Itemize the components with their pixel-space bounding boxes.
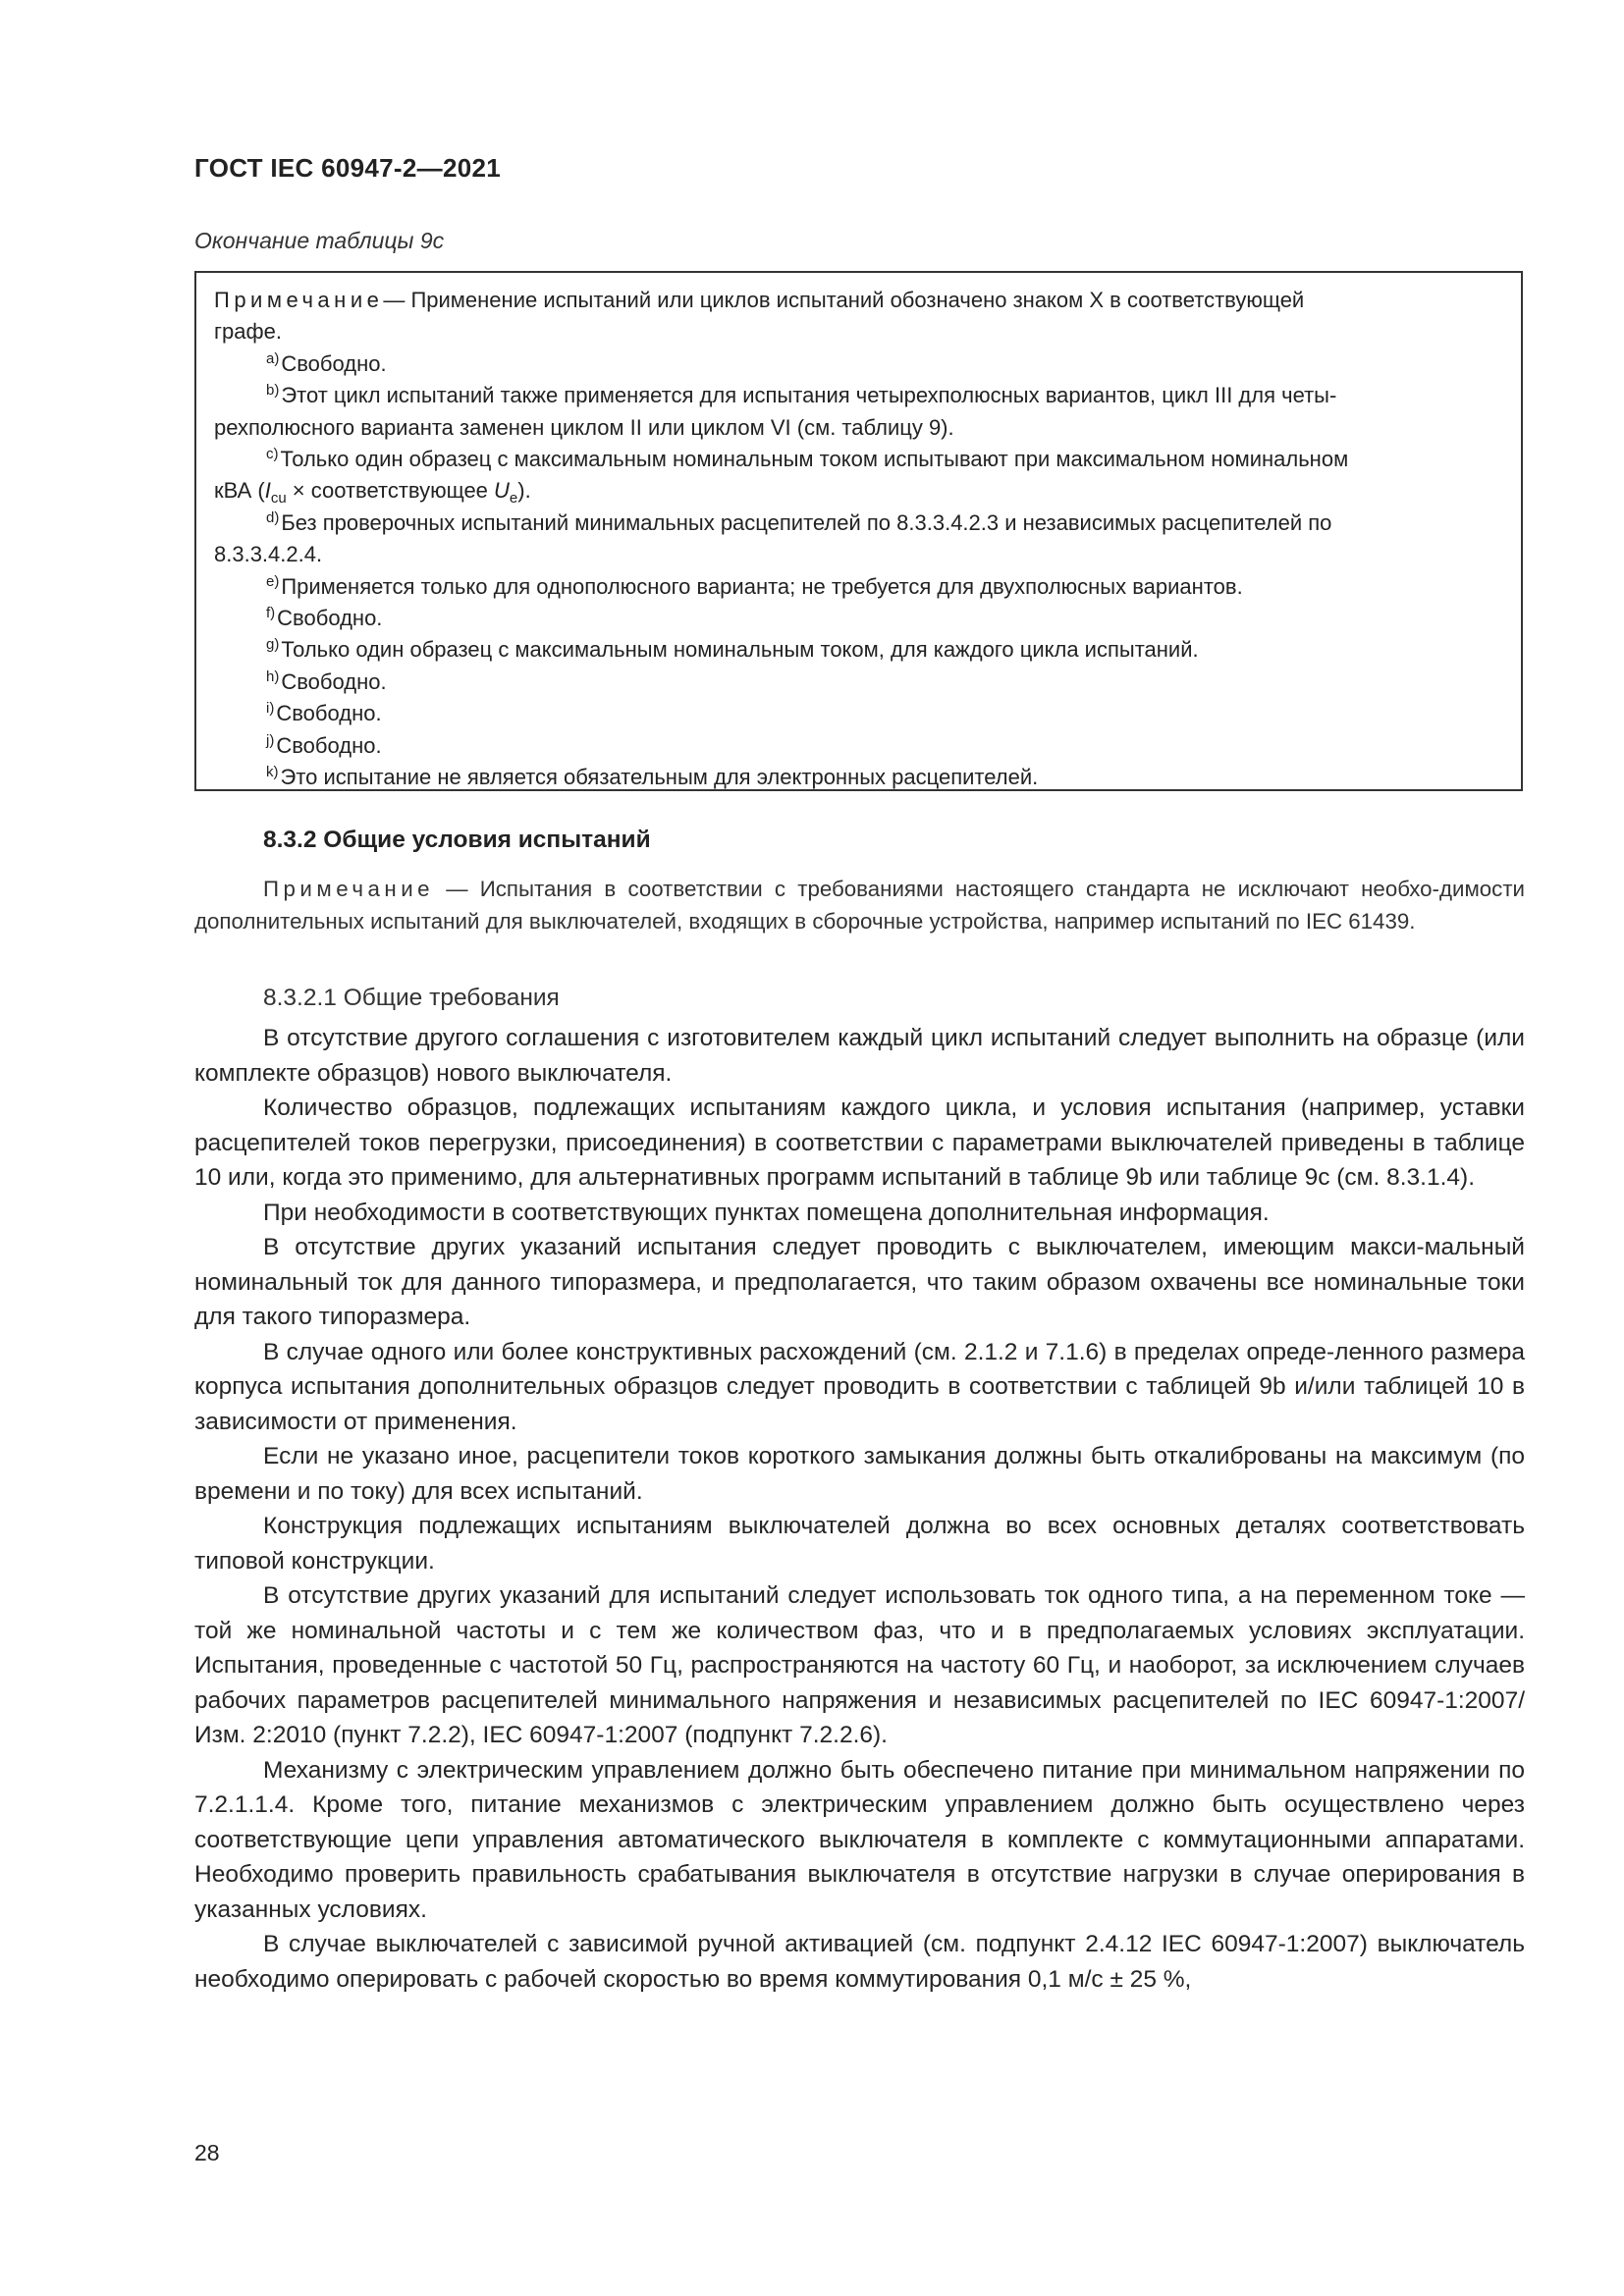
footnote-b-continuation: рехполюсного варианта заменен циклом II или циклом VI (см. таблицу 9). bbox=[214, 414, 954, 440]
paragraph: В случае выключателей с зависимой ручной активацией (см. подпункт 2.4.12 IEC 60947-1:2007) выключатель необходимо оперировать с рабочей скоростью во время коммутирования 0,1 м/с ± 25 %, bbox=[194, 1931, 1525, 1993]
variable-i: I bbox=[264, 478, 271, 504]
paragraph: Конструкция подлежащих испытаниям выключателей должна во всех основных деталях соответствовать типовой конструкции. bbox=[194, 1513, 1525, 1575]
footnote-g: $^{g)}$Только один образец с максимальным номинальным током, для каждого цикла испытаний. bbox=[266, 636, 1199, 663]
footnote-mark: g) bbox=[266, 636, 280, 654]
paragraph: В отсутствие других указаний для испытаний следует использовать ток одного типа, а на переменном токе — той же номинальной частоты и с тем же количеством фаз, что и в предполагаемых условиях эксплуатации. Испытания, проведенные с частотой 50 Гц, распространяются на частоту 60 Гц, и наоборот, за исключением случаев рабочих параметров расцепителей минимального напряжения и независимых расцепителей по IEC 60947-1:2007/Изм. 2:2010 (пункт 7.2.2), IEC 60947-1:2007 (подпункт 7.2.2.6). bbox=[194, 1582, 1525, 1748]
footnote-mark: h) bbox=[266, 667, 280, 685]
paragraph: Если не указано иное, расцепители токов короткого замыкания должны быть откалиброваны на максимум (по времени и по току) для всех испытаний. bbox=[194, 1443, 1525, 1505]
paragraph: При необходимости в соответствующих пунктах помещена дополнительная информация. bbox=[263, 1199, 1270, 1226]
section-heading: 8.3.2 Общие условия испытаний bbox=[263, 827, 651, 853]
section-note-text: — Испытания в соответствии с требованиями настоящего стандарта не исключают необхо-димости дополнительных испытаний для выключателей, входящих в сборочные устройства, например испытаний по IEC 61439. bbox=[194, 877, 1525, 934]
paragraph: В отсутствие другого соглашения с изготовителем каждый цикл испытаний следует выполнить на образце (или комплекте образцов) нового выключателя. bbox=[194, 1025, 1525, 1087]
footnote-f: $^{f)}$Свободно. bbox=[266, 605, 383, 631]
paragraph: В отсутствие других указаний испытания следует проводить с выключателем, имеющим макси-мальный номинальный ток для данного типоразмера, и предполагается, что таким образом охвачены все номинальные токи для такого типоразмера. bbox=[194, 1234, 1525, 1330]
body-text bbox=[194, 1021, 1525, 1997]
footnote-j: $^{j)}$Свободно. bbox=[266, 731, 382, 758]
footnote-i: $^{i)}$Свободно. bbox=[266, 700, 382, 726]
footnote-mark: b) bbox=[266, 382, 280, 400]
document-code-header: ГОСТ IEC 60947-2—2021 bbox=[194, 153, 501, 183]
paragraph: В случае одного или более конструктивных расхождений (см. 2.1.2 и 7.1.6) в пределах опреде-ленного размера корпуса испытания дополнительных образцов следует проводить в соответствии с таблицей 9b и/или таблицей 10 в зависимости от применения. bbox=[194, 1338, 1525, 1435]
footnote-mark: d) bbox=[266, 508, 280, 526]
section-note-title: Примечание bbox=[263, 877, 435, 901]
footnote-mark: c) bbox=[266, 446, 279, 463]
note-intro-text: — Применение испытаний или циклов испытаний обозначено знаком Х в соответствующей bbox=[383, 288, 1305, 312]
footnote-a: $^{a)}$Свободно. bbox=[266, 349, 387, 376]
note-title: Примечание bbox=[214, 288, 384, 312]
footnote-c-continuation: кВА ($I_{cu}$ × соответствующее $U_e$). bbox=[214, 478, 531, 507]
footnote-b: $^{b)}$Этот цикл испытаний также применяется для испытания четырехполюсных вариантов, цикл III для четы- bbox=[266, 382, 1337, 408]
footnote-e: $^{e)}$Применяется только для однополюсного варианта; не требуется для двухполюсных вариантов. bbox=[266, 572, 1243, 599]
footnote-d-continuation: 8.3.3.4.2.4. bbox=[214, 542, 323, 567]
footnote-d: $^{d)}$Без проверочных испытаний минимальных расцепителей по 8.3.3.4.2.3 и независимых расцепителей по bbox=[266, 508, 1332, 535]
page-number: 28 bbox=[194, 2140, 220, 2165]
footnote-mark: i) bbox=[266, 700, 275, 718]
paragraph: Механизму с электрическим управлением должно быть обеспечено питание при минимальном напряжении по 7.2.1.1.4. Кроме того, питание механизмов с электрическим управлением должно быть осуществлено через соответствующие цепи управления автоматического выключателя в комплекте с коммутационными аппаратами. Необходимо проверить правильность срабатывания выключателя в отсутствие нагрузки в случае оперирования в указанных условиях. bbox=[194, 1756, 1525, 1923]
footnote-c: $^{c)}$Только один образец с максимальным номинальным током испытывают при максимальном номинальном bbox=[266, 446, 1349, 472]
footnote-mark: e) bbox=[266, 572, 280, 590]
footnote-mark: f) bbox=[266, 605, 276, 622]
subsection-heading: 8.3.2.1 Общие требования bbox=[263, 985, 560, 1011]
footnote-k: $^{k)}$Это испытание не является обязательным для электронных расцепителей. bbox=[266, 764, 1039, 790]
footnote-mark: a) bbox=[266, 349, 280, 367]
variable-u: U bbox=[494, 478, 510, 504]
note-intro-continuation: графе. bbox=[214, 319, 282, 345]
paragraph: Количество образцов, подлежащих испытаниям каждого цикла, и условия испытания (например, уставки расцепителей токов перегрузки, присоединения) в соответствии с параметрами выключателей приведены в таблице 10 или, когда это применимо, для альтернативных программ испытаний в таблице 9b или таблице 9с (см. 8.3.1.4). bbox=[194, 1095, 1525, 1191]
footnote-h: $^{h)}$Свободно. bbox=[266, 667, 387, 694]
section-note bbox=[194, 874, 1525, 937]
table-note-box bbox=[194, 271, 1523, 791]
table-continuation-caption: Окончание таблицы 9с bbox=[194, 228, 445, 253]
footnote-mark: j) bbox=[266, 731, 275, 749]
footnote-mark: k) bbox=[266, 764, 279, 781]
note-intro-line bbox=[214, 285, 1505, 316]
